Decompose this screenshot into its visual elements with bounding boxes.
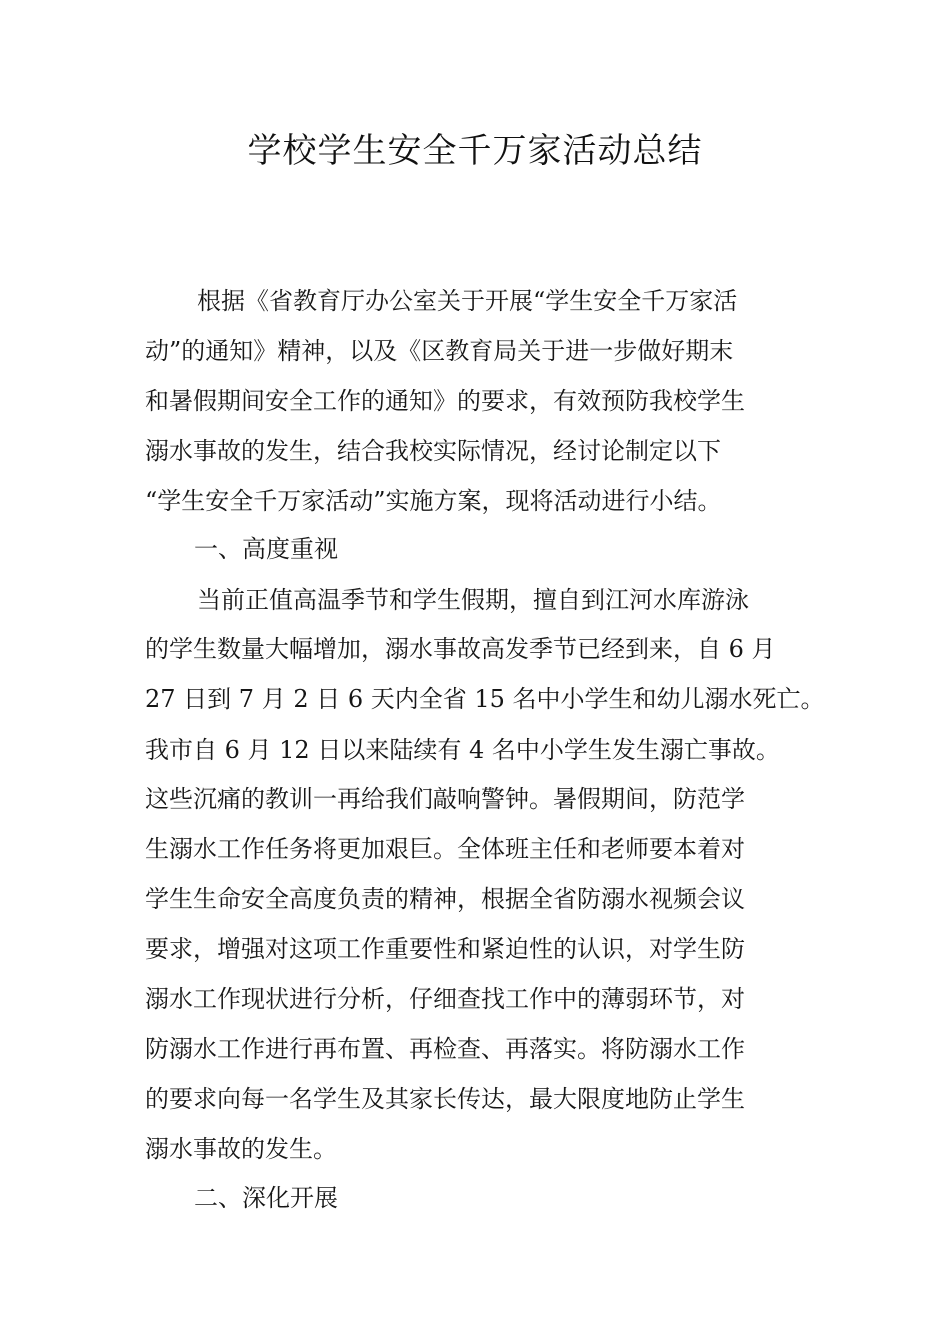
paragraph-line: 的要求向每一名学生及其家长传达，最大限度地防止学生: [145, 1085, 745, 1113]
paragraph-line: 生溺水工作任务将更加艰巨。全体班主任和老师要本着对: [145, 835, 745, 863]
paragraph-line: 溺水事故的发生，结合我校实际情况，经讨论制定以下: [145, 437, 721, 465]
paragraph-line: 溺水事故的发生。: [145, 1135, 337, 1163]
paragraph-line: 溺水工作现状进行分析，仔细查找工作中的薄弱环节，对: [145, 985, 745, 1013]
paragraph-line: 的学生数量大幅增加，溺水事故高发季节已经到来，自 6 月: [145, 635, 776, 663]
document-title: 学校学生安全千万家活动总结: [247, 131, 703, 171]
paragraph-line: 防溺水工作进行再布置、再检查、再落实。将防溺水工作: [145, 1035, 745, 1063]
section-heading-1: 一、高度重视: [194, 535, 338, 563]
paragraph-line: “学生安全千万家活动”实施方案，现将活动进行小结。: [145, 487, 722, 515]
paragraph-line: 学生生命安全高度负责的精神，根据全省防溺水视频会议: [145, 885, 745, 913]
section-heading-2: 二、深化开展: [194, 1184, 338, 1212]
paragraph-line: 根据《省教育厅办公室关于开展“学生安全千万家活: [197, 287, 738, 315]
paragraph-line: 和暑假期间安全工作的通知》的要求，有效预防我校学生: [145, 387, 745, 415]
paragraph-line: 动”的通知》精神，以及《区教育局关于进一步做好期末: [145, 337, 734, 365]
paragraph-line: 这些沉痛的教训一再给我们敲响警钟。暑假期间，防范学: [145, 785, 745, 813]
paragraph-line: 27 日到 7 月 2 日 6 天内全省 15 名中小学生和幼儿溺水死亡。: [145, 685, 825, 713]
paragraph-line: 当前正值高温季节和学生假期，擅自到江河水库游泳: [197, 586, 749, 614]
paragraph-line: 我市自 6 月 12 日以来陆续有 4 名中小学生发生溺亡事故。: [145, 736, 780, 764]
paragraph-line: 要求，增强对这项工作重要性和紧迫性的认识，对学生防: [145, 935, 745, 963]
